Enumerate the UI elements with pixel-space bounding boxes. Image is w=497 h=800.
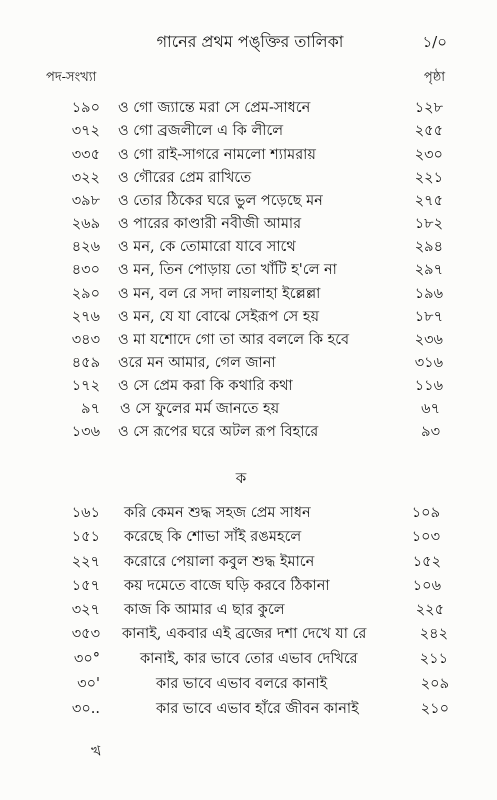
song-number: ২২৭ (71, 554, 100, 570)
song-number: ৩৩৫ (71, 147, 100, 163)
first-line: ও মন, বল রে সদা লায়লাহা ইল্লেল্লা (118, 286, 321, 302)
first-line: ও তোর ঠিকের ঘরে ভুল পড়েছে মন (118, 193, 323, 209)
first-line: কাজ কি আমার এ ছার কুলে (124, 602, 285, 618)
song-number: ১৭২ (71, 378, 100, 394)
index-row (0, 260, 497, 280)
page-number: ২০৯ (420, 676, 449, 692)
page-number: ২২৫ (415, 602, 444, 618)
page-number: ২৫৫ (414, 123, 443, 139)
index-row (0, 307, 497, 327)
page-number: ১৯৬ (414, 286, 443, 302)
page-number: ২২১ (414, 170, 443, 186)
page-number: ১২৮ (414, 100, 443, 116)
index-row (0, 214, 497, 234)
index-row (0, 191, 497, 211)
first-line: করোরে পেয়ালা কবুল শুদ্ধ ইমানে (124, 554, 315, 570)
first-line: কার ভাবে এভাব হাঁরে জীবন কানাই (156, 701, 359, 717)
index-row (0, 237, 497, 257)
song-number: ২৭৬ (71, 309, 100, 325)
index-row (0, 576, 497, 596)
index-row (0, 649, 497, 669)
song-number: ৪৫৯ (71, 355, 100, 371)
index-row (0, 699, 497, 719)
song-number: ৪৩০ (71, 262, 100, 278)
first-line: ও গো ব্রজলীলে এ কি লীলে (118, 123, 284, 139)
song-number: ৪২৬ (71, 239, 100, 255)
song-number: ৩৭২ (71, 123, 100, 139)
index-row (0, 674, 497, 694)
song-number: ১৬১ (71, 505, 100, 521)
first-line: ও মন, যে যা বোঝে সেইরূপ সে হয় (118, 309, 320, 325)
page-number: ১৮২ (414, 216, 443, 232)
index-row (0, 600, 497, 620)
page-number: ২১১ (419, 651, 448, 667)
signature-mark: খ (90, 743, 103, 761)
index-row (0, 503, 497, 523)
first-line: ও সে প্রেম করা কি কথারি কথা (118, 378, 293, 394)
first-line: করি কেমন শুদ্ধ সহজ প্রেম সাধন (124, 505, 311, 521)
first-line: কার ভাবে এভাব বলরে কানাই (156, 676, 328, 692)
first-line: ও মা যশোদে গো তা আর বললে কি হবে (118, 332, 350, 348)
page-number: ২৩৬ (414, 332, 443, 348)
index-row (0, 353, 497, 373)
index-row (0, 527, 497, 547)
page-number: ২৯৪ (414, 239, 443, 255)
folio-number: ১/০ (422, 33, 447, 51)
page-number: ১০৩ (411, 529, 440, 545)
column-header-song-number: পদ-সংখ্যা (46, 70, 97, 85)
song-number: ২৬৯ (71, 216, 100, 232)
page-number: ১৮৭ (414, 309, 443, 325)
page-number: ২৯৭ (414, 262, 443, 278)
page-number: ১০৯ (411, 505, 440, 521)
index-row (0, 552, 497, 572)
song-number: ৩০° (73, 651, 100, 667)
first-line: ও সে রূপের ঘরে অটল রূপ বিহারে (118, 424, 319, 440)
first-line: ও মন, কে তোমারো যাবে সাথে (118, 239, 296, 255)
first-line: ও গো রাই-সাগরে নামলো শ্যামরায় (118, 147, 316, 163)
first-line: ও সে ফুলের মর্ম জানতে হয় (120, 401, 280, 417)
page-number: ৬৭ (421, 401, 440, 417)
song-number: ৩৯৮ (71, 193, 100, 209)
page-number: ২৭৫ (414, 193, 443, 209)
song-number: ১৩৬ (71, 424, 100, 440)
index-row (0, 121, 497, 141)
index-row (0, 330, 497, 350)
song-number: ৩২২ (71, 170, 100, 186)
index-row (0, 168, 497, 188)
song-number: ৩২৭ (71, 602, 100, 618)
column-header-page: পৃষ্ঠা (423, 70, 445, 85)
index-row (0, 98, 497, 118)
song-number: ১৫৭ (71, 578, 100, 594)
first-line: ও মন, তিন পোড়ায় তো খাঁটি হ'লে না (118, 262, 337, 278)
page-number: ৩১৬ (414, 355, 443, 371)
song-number: ৩০.. (71, 701, 100, 717)
page-number: ৯৩ (421, 424, 440, 440)
index-row (0, 145, 497, 165)
page-number: ১১৬ (414, 378, 443, 394)
song-number: ৯৭ (81, 401, 100, 417)
index-row (0, 624, 497, 644)
page-title: গানের প্রথম পঙ্‌ক্তির তালিকা (156, 32, 344, 51)
first-line: কয় দমেতে বাজে ঘড়ি করবে ঠিকানা (124, 578, 330, 594)
first-line: ও গৌরের প্রেম রাখিতে (118, 170, 252, 186)
first-line: ওরে মন আমার, গেল জানা (118, 355, 276, 371)
song-number: ৩০' (77, 676, 100, 692)
page-number: ২১০ (420, 701, 449, 717)
page-number: ২৪২ (419, 626, 448, 642)
index-row (0, 376, 497, 396)
first-line: ও পারের কাণ্ডারী নবীজী আমার (118, 216, 302, 232)
index-row (0, 422, 497, 442)
song-number: ২৯০ (71, 286, 100, 302)
page-number: ১৫২ (412, 554, 441, 570)
index-row (0, 399, 497, 419)
first-line: কানাই, কার ভাবে তোর এভাব দেখিরে (140, 651, 358, 667)
page-number: ২৩০ (414, 147, 443, 163)
song-number: ৩৪৩ (71, 332, 100, 348)
first-line: ও গো জ্যান্তে মরা সে প্রেম-সাধনে (118, 100, 311, 116)
song-number: ৩৫৩ (71, 626, 100, 642)
song-number: ১৯০ (71, 100, 100, 116)
first-line: করেছে কি শোভা সাঁই রঙমহলে (124, 529, 302, 545)
first-line: কানাই, একবার এই ব্রজের দশা দেখে যা রে (122, 626, 367, 642)
index-row (0, 284, 497, 304)
page-number: ১০৬ (412, 578, 441, 594)
section-heading-ka: ক (235, 469, 247, 487)
song-number: ১৫১ (71, 529, 100, 545)
